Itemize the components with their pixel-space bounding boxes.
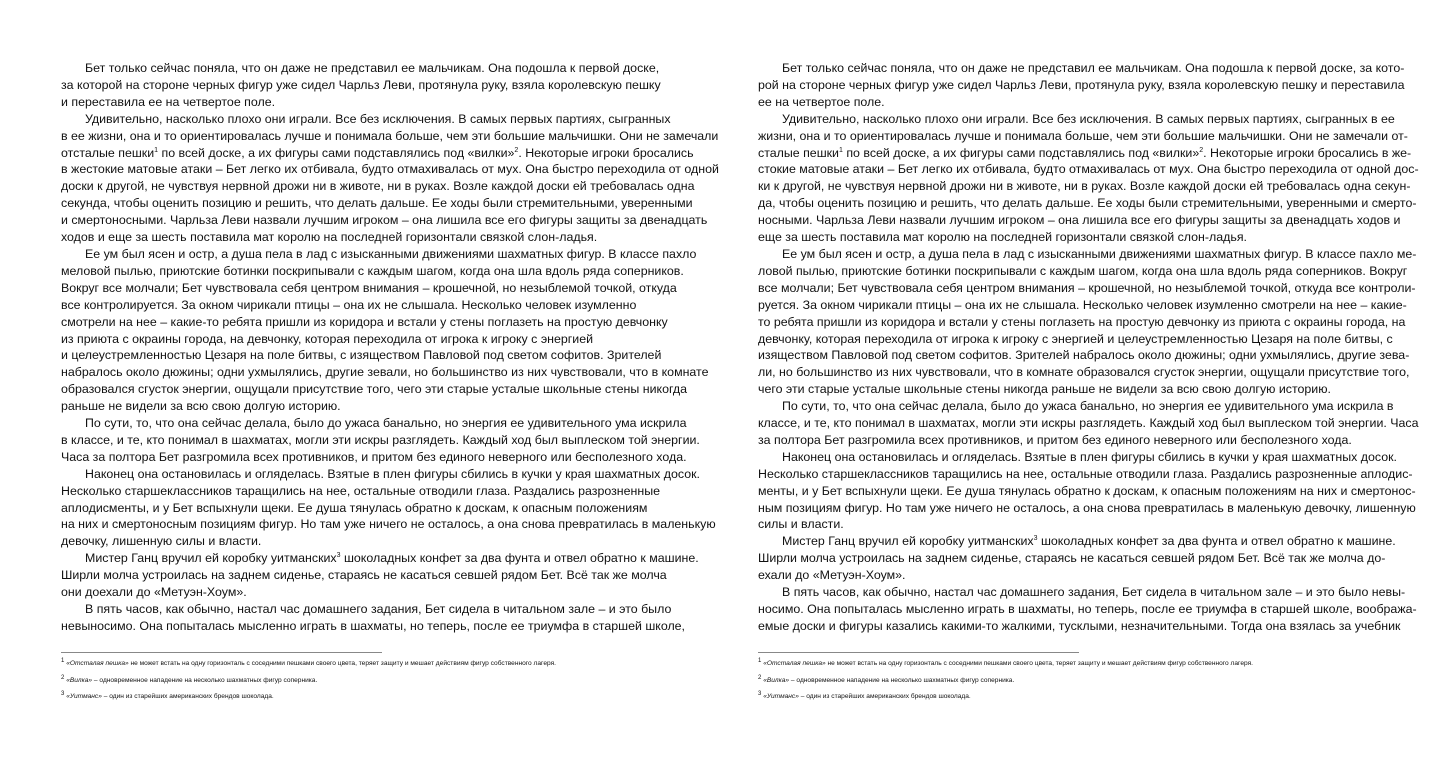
text-line: В пять часов, как обычно, настал час домашнего задания, Бет сидела в читальном зале – и это было [85,602,672,616]
left-paragraph-7 [61,601,711,635]
text-line: меловой пылью, приютские ботинки поскрипывали с каждым шагом, когда она шла вдоль ряда соперников. [61,263,684,278]
text-line-with-footnotes [758,145,1412,162]
text-line: емые доски и фигуры казались какими-то жалкими, тусклыми, незначительными. Тогда она взялась за учебник [758,618,1401,633]
text-fragment: . Некоторые игроки бросались [518,145,694,160]
text-line: ли, но большинство из них чувствовали, что в комнате образовался сгусток энергии, ощущали присутствие того, [758,365,1410,380]
text-line: девочку, лишенную силы и власти. [61,534,262,549]
text-line: носными. Чарльза Леви назвали лучшим игроком – она лишила все его фигуры защиты за двенадцать ходов и [758,213,1401,228]
text-line: образовался сгусток энергии, ощущали присутствие того, чего эти старые усталые школьные стены никогда [61,382,688,397]
right-paragraph-4 [758,398,1419,449]
text-fragment: . Некоторые игроки бросались в же- [1203,145,1412,160]
footnote-1 [61,656,711,673]
footnote-mark: 3 [758,691,762,697]
text-line: стокие матовые атаки – Бет легко их отбивала, будто отмахивалась от мух. Она быстро переходила от одной дос- [758,162,1419,177]
text-line: еще за шесть поставила мат королю на последней горизонтали связкой слон-ладья. [758,230,1247,245]
text-line: Бет только сейчас поняла, что он даже не представил ее мальчикам. Она подошла к первой доске, за кото- [782,61,1405,75]
left-paragraph-3 [61,246,711,415]
right-paragraph-7 [758,584,1417,635]
footnote-mark: 2 [61,674,65,681]
footnote-divider [61,652,382,653]
text-line: Бет только сейчас поняла, что он даже не представил ее мальчикам. Она подошла к первой доске, [85,61,660,75]
right-paragraph-5 [758,449,1416,534]
text-line: Наконец она остановилась и огляделась. Взятые в плен фигуры сбились в кучки у края шахматных досок. [782,449,1397,464]
text-line-with-footnote [758,533,1408,550]
text-line: изяществом Павловой под светом софитов. Зрителей набралось около дюжины; одни ухмылялись, другие зева- [758,348,1410,363]
text-line: смотрели на нее – какие-то ребята пришли из коридора и встали у стены поглазеть на простую девчонку [61,314,668,329]
text-line: В пять часов, как обычно, настал час домашнего задания, Бет сидела в читальном зале – и это было невы- [782,585,1406,600]
text-line: в жестокие матовые атаки – Бет легко их отбивала, будто отмахивалась от мух. Она быстро переходила от одной [61,162,719,177]
footnote-divider [758,652,1079,653]
text-line-with-footnotes [61,145,711,162]
text-line: носимо. Она попыталась мысленно играть в шахматы, но теперь, после ее триумфа в старшей школе, вообража- [758,602,1417,616]
text-line: ее на четвертое поле. [758,94,885,109]
footnote-term: «Уитманс» [66,693,102,700]
text-line: за которой на стороне черных фигур уже сидел Чарльз Леви, протянула руку, взяла королевскую пешку [61,77,661,92]
footnote-ref-3: 3 [336,552,341,560]
right-paragraph-1 [758,60,1408,111]
text-line: рой на стороне черных фигур уже сидел Чарльз Леви, протянула руку, взяла королевскую пешку и переставила [758,77,1405,92]
footnote-term: «Вилка» [763,676,790,684]
footnote-mark: 3 [61,691,65,697]
left-footnotes [61,656,711,706]
text-fragment: шоколадных конфет за два фунта и отвел обратно к машине. [340,551,699,566]
text-line: все контролируется. За окном чирикали птицы – она их не слышала. Несколько человек изумленно [61,297,637,312]
text-line: Несколько старшеклассников таращились на нее, остальные отводили глаза. Раздались разрозненные аплодис- [758,466,1413,481]
text-line: менты, и у Бет вспыхнули щеки. Ее душа тянулась обратно к доскам, к опасным положениям на них и смертонос- [758,483,1416,498]
text-line: секунда, чтобы оценить позицию и решить, что делать дальше. Ее ходы были стремительными, уверенными [61,196,693,211]
footnote-ref-1: 1 [838,146,843,154]
text-fragment: отсталые пешки [61,145,155,160]
text-line: Удивительно, насколько плохо они играли. Все без исключения. В самых первых партиях, сыгранных в ее [782,111,1395,126]
text-line: аплодисменты, и у Бет вспыхнули щеки. Ее душа тянулась обратно к доскам, к опасным положениям [61,500,648,515]
text-line: и переставила ее на четвертое поле. [61,94,276,109]
footnote-ref-2: 2 [514,146,519,154]
text-line: ловой пылью, приютские ботинки поскрипывали с каждым шагом, когда она шла вдоль ряда соперников. Вокруг [758,263,1408,278]
text-line: невыносимо. Она попыталась мысленно играть в шахматы, но теперь, после ее триумфа в старшей школе, [61,618,686,633]
text-line-with-footnote [61,550,711,567]
footnote-text: – один из старейших американских брендов шоколада. [798,693,971,700]
text-line: чего эти старые усталые школьные стены никогда раньше не видели за всю свою долгую историю. [758,382,1331,397]
footnote-ref-2: 2 [1199,146,1204,154]
text-line: и смертоносными. Чарльза Леви назвали лучшим игроком – она лишила все его фигуры защиты за двенадцать [61,213,708,228]
text-line: за полтора Бет разгромила всех противников, и притом без единого неверного или бесполезного хода. [758,432,1352,447]
left-paragraph-2 [61,111,719,246]
text-fragment: сталые пешки [758,145,839,160]
footnote-3 [758,689,1408,706]
footnote-mark: 1 [61,658,65,664]
text-line: Вокруг все молчали; Бет чувствовала себя центром внимания – крошечной, но незыблемой точкой, откуда [61,280,677,295]
left-paragraph-1 [61,60,711,111]
text-line: из приюта с окраины города, на девчонку, которая переходила от игрока к игроку с энергией [61,331,594,346]
footnote-term: «Отсталая пешка» [66,660,129,667]
left-paragraph-4 [61,415,711,466]
text-line: Часа за полтора Бет разгромила всех противников, и притом без единого неверного или бесполезного хода. [61,449,687,464]
footnote-2 [758,673,1408,690]
footnote-term: «Вилка» [66,676,93,684]
text-line: Ее ум был ясен и остр, а душа пела в лад с изысканными движениями шахматных фигур. В классе пахло [85,246,697,261]
text-line: и целеустремленностью Цезаря на поле битвы, с изяществом Павловой под светом софитов. Зрителей [61,348,662,363]
footnote-text: не может встать на одну горизонталь с соседними пешками своего цвета, теряет защиту и мешает действиям фигур собственного лагеря. [128,660,556,667]
text-line: Удивительно, насколько плохо они играли. Все без исключения. В самых первых партиях, сыгранных [85,111,671,126]
text-line: да, чтобы оценить позицию и решить, что делать дальше. Ее ходы были стремительными, уверенными и смерто- [758,196,1417,211]
text-line: По сути, то, что она сейчас делала, было до ужаса банально, но энергия ее удивительного ума искрила [85,416,687,431]
text-line: в ее жизни, она и то ориентировалась лучше и понимала больше, чем эти большие мальчишки. Они не замечали [61,128,719,143]
text-line: то ребята пришли из коридора и встали у стены поглазеть на простую девчонку из приюта с окраины города, на [758,314,1406,329]
text-line: девчонку, которая переходила от игрока к игроку с энергией и целеустремленностью Цезаря на поле битвы, с [758,331,1393,346]
text-fragment: Мистер Ганц вручил ей коробку уитманских [85,551,337,566]
text-line: ходов и еще за шесть поставила мат королю на последней горизонтали связкой слон-ладья. [61,230,598,245]
footnote-1 [758,656,1408,673]
text-line: Ширли молча устроилась на заднем сиденье, стараясь не касаться севшей рядом Бет. Всё так же молча до- [758,551,1386,566]
text-line: жизни, она и то ориентировалась лучше и понимала больше, чем эти большие мальчишки. Они не замечали от- [758,128,1408,143]
text-line: Ширли молча устроилась на заднем сиденье, стараясь не касаться севшей рядом Бет. Всё так же молча [61,568,667,583]
right-footnotes [758,656,1408,706]
footnote-text: не может встать на одну горизонталь с соседними пешками своего цвета, теряет защиту и мешает действиям фигур собственного лагеря. [825,660,1253,667]
text-line: они доехали до «Метуэн-Хоум». [61,585,247,600]
text-fragment: по всей доске, а их фигуры сами подставлялись под «вилки» [842,145,1200,160]
text-line: раньше не видели за всю свою долгую историю. [61,399,341,414]
right-paragraph-2 [758,111,1419,246]
text-line: Ее ум был ясен и остр, а душа пела в лад с изысканными движениями шахматных фигур. В классе пахло ме- [782,246,1417,261]
right-page-body [758,60,1419,635]
footnote-term: «Уитманс» [763,693,799,700]
footnote-ref-1: 1 [154,146,159,154]
text-line: ным позициям фигур. Но там уже ничего не осталось, а она снова превратилась в маленькую девочку, лишенную [758,500,1416,515]
text-fragment: Мистер Ганц вручил ей коробку уитманских [782,534,1034,549]
text-line: руется. За окном чирикали птицы – она их не слышала. Несколько человек изумленно смотрели на нее – какие- [758,297,1407,312]
right-paragraph-6 [758,533,1408,584]
footnote-mark: 2 [758,674,762,681]
left-page-body [61,60,719,635]
text-fragment: по всей доске, а их фигуры сами подставлялись под «вилки» [158,145,515,160]
left-paragraph-5 [61,466,716,551]
text-line: на них и смертоносным позициям фигур. Но там уже ничего не осталось, а она снова превратилась в маленькую [61,517,716,532]
text-line: доски к другой, не чувствуя нервной дрожи ни в животе, ни в руках. Возле каждой доски ей требовалась одна [61,179,695,194]
footnote-ref-3: 3 [1033,535,1038,543]
text-line: ехали до «Метуэн-Хоум». [758,568,906,583]
footnote-text: – одновременное нападение на несколько шахматных фигур соперника. [789,676,1015,684]
text-line: ки к другой, не чувствуя нервной дрожи ни в животе, ни в руках. Возле каждой доски ей требовалась одна секун- [758,179,1411,194]
footnote-3 [61,689,711,706]
text-line: все молчали; Бет чувствовала себя центром внимания – крошечной, но незыблемой точкой, откуда все контроли- [758,280,1416,295]
footnote-mark: 1 [758,658,762,664]
text-line: в классе, и те, кто понимал в шахматах, могли эти искры разглядеть. Каждый ход был выплеском той энергии. [61,432,700,447]
left-paragraph-6 [61,550,711,601]
text-line: силы и власти. [758,517,844,532]
text-line: Несколько старшеклассников таращились на нее, остальные отводили глаза. Раздались разрозненные [61,483,661,498]
footnote-term: «Отсталая пешка» [763,660,826,667]
right-paragraph-3 [758,246,1417,398]
text-line: классе, и те, кто понимал в шахматах, могли эти искры разглядеть. Каждый ход был выплеском той энергии. Часа [758,416,1419,431]
footnote-text: – одновременное нападение на несколько шахматных фигур соперника. [92,676,318,684]
text-fragment: шоколадных конфет за два фунта и отвел обратно к машине. [1037,534,1396,549]
footnote-2 [61,673,711,690]
text-line: Наконец она остановилась и огляделась. Взятые в плен фигуры сбились в кучки у края шахматных досок. [85,466,700,481]
text-line: По сути, то, что она сейчас делала, было до ужаса банально, но энергия ее удивительного ума искрила в [782,399,1394,414]
footnote-text: – один из старейших американских брендов шоколада. [101,693,274,700]
text-line: набралось около дюжины; одни ухмылялись, другие зевали, но большинство из них чувствовали, что в комнате [61,365,709,380]
